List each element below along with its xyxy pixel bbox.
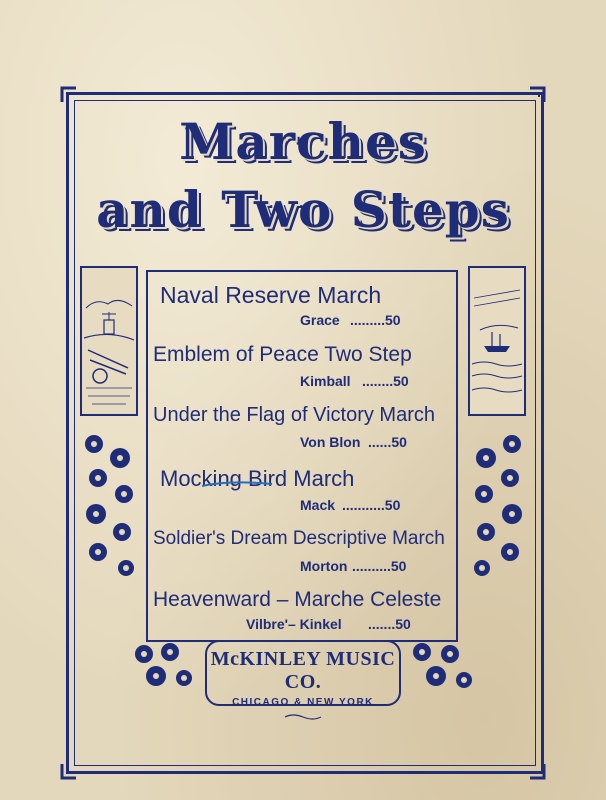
windmill-landscape-icon [82, 268, 136, 414]
pen-underline-mark [200, 478, 274, 490]
song-composer: Von Blon [300, 434, 361, 450]
song-title: Soldier's Dream Descriptive March [153, 528, 445, 549]
bottom-left-flower-cluster [130, 640, 200, 700]
song-title: Emblem of Peace Two Step [153, 343, 412, 366]
left-flower-decoration [78, 430, 142, 580]
song-title: Heavenward – Marche Celeste [153, 588, 442, 611]
corner-ornament-bottom-right [528, 762, 546, 780]
song-composer: Kimball [300, 373, 351, 389]
song-composer: Mack [300, 497, 336, 513]
song-price: ........50 [362, 373, 409, 389]
publisher-cartouche [205, 640, 401, 706]
song-composer: Morton [300, 558, 348, 574]
right-flower-decoration [466, 430, 530, 580]
left-landscape-illustration [80, 266, 138, 416]
bottom-right-flower-cluster [406, 640, 476, 700]
song-price: .......50 [368, 616, 411, 632]
song-price: ..........50 [352, 558, 407, 574]
song-composer: Vilbre'– Kinkel [246, 616, 342, 632]
publisher-name: McKINLEY MUSIC CO. [210, 648, 396, 693]
song-price: ......50 [368, 434, 407, 450]
cover-title-line1: Marches [179, 112, 427, 171]
song-title: Under the Flag of Victory March [153, 404, 435, 426]
song-title: Naval Reserve March [160, 282, 382, 308]
flourish-ornament-icon [283, 713, 323, 721]
corner-ornament-bottom-left [60, 762, 78, 780]
corner-ornament-top-left [60, 86, 78, 104]
corner-ornament-top-right [528, 86, 546, 104]
publisher-cities: CHICAGO & NEW YORK [232, 697, 374, 708]
song-title: Mocking Bird March [160, 466, 355, 491]
song-composer: Grace [300, 312, 340, 328]
song-price: .........50 [350, 312, 401, 328]
song-price: ...........50 [342, 497, 401, 513]
cover-title-line2: and Two Steps [96, 180, 510, 239]
